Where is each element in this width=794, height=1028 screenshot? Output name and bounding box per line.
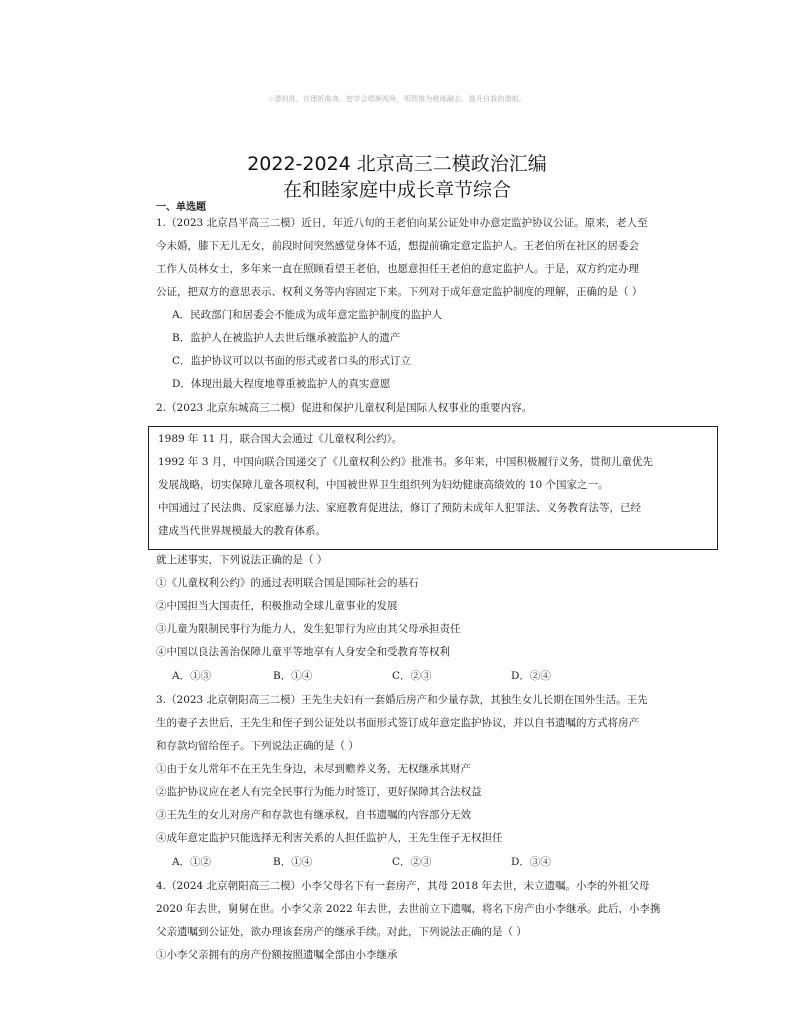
q1-option-d: D．体现出最大程度地尊重被监护人的真实意愿 xyxy=(172,378,391,390)
q2-choice-c: C．②③ xyxy=(392,670,432,682)
q2-choice-a: A．①③ xyxy=(172,670,212,682)
q2-item: ②中国担当大国责任，积极推动全球儿童事业的发展 xyxy=(156,600,398,612)
q2-item: ④中国以良法善治保障儿童平等地享有人身安全和受教育等权利 xyxy=(156,646,450,658)
page-subtitle: 在和睦家庭中成长章节综合 xyxy=(282,179,511,201)
q3-item: ②监护协议应在老人有完全民事行为能力时签订，更好保障其合法权益 xyxy=(156,786,482,798)
q3-line: 生的妻子去世后，王先生和侄子到公证处以书面形式签订成年意定监护协议，并以自书遗嘱的方式将房产 xyxy=(156,717,639,729)
q2-stem: 2.（2023 北京东城高三二模）促进和保护儿童权利是国际人权事业的重要内容。 xyxy=(156,402,533,414)
q3-choice-d: D．③④ xyxy=(511,856,551,868)
q1-line: 公证，把双方的意思表示、权利义务等内容固定下来。下列对于成年意定监护制度的理解，正确的是（ ） xyxy=(156,286,643,298)
page-title: 2022-2024 北京高三二模政治汇编 xyxy=(247,153,547,175)
q4-line: 2020 年去世，舅舅在世。小李父亲 2022 年去世，去世前立下遗嘱，将名下房产由小李继承。此后，小李携 xyxy=(156,903,661,915)
q3-line: 和存款均留给侄子。下列说法正确的是（ ） xyxy=(156,740,359,752)
q2-choice-d: D．②④ xyxy=(511,670,551,682)
q1-option-b: B．监护人在被监护人去世后继承被监护人的遗产 xyxy=(172,332,401,344)
q2-item: ③儿童为限制民事行为能力人，发生犯罪行为应由其父母承担责任 xyxy=(156,623,461,635)
q4-line: 父亲遗嘱到公证处，欲办理该套房产的继承手续。对此，下列说法正确的是（ ） xyxy=(156,926,527,938)
q4-item: ①小李父亲拥有的房产份额按照遗嘱全部由小李继承 xyxy=(156,949,398,961)
q3-choice-c: C．②③ xyxy=(392,856,432,868)
q4-line: 4.（2024 北京朝阳高三二模）小李父母名下有一套房产，其母 2018 年去世，未立遗嘱。小李的外祖父母 xyxy=(156,880,650,892)
q3-choice-b: B．①④ xyxy=(273,856,313,868)
q1-line: 今未婚，膝下无儿无女，前段时间突然感觉身体不适，想提前确定意定监护人。王老伯所在社区的居委会 xyxy=(156,240,639,252)
q2-material-line: 发展战略，切实保障儿童各项权利，中国被世界卫生组织列为妇幼健康高绩效的 10 个国家之一。 xyxy=(158,479,609,491)
q3-item: ④成年意定监护只能选择无利害关系的人担任监护人，王先生侄子无权担任 xyxy=(156,832,503,844)
q2-material-line: 中国通过了民法典、反家庭暴力法、家庭教育促进法，修订了预防未成年人犯罪法、义务教育法等，已经 xyxy=(158,502,641,514)
section-heading: 一、单选题 xyxy=(156,202,206,213)
q2-material-line: 1989 年 11 月，联合国大会通过《儿童权利公约》。 xyxy=(158,433,403,445)
q1-line: 1.（2023 北京昌平高三二模）近日，年近八旬的王老伯向某公证处申办意定监护协议公证。原来，老人至 xyxy=(156,217,648,229)
q1-option-a: A．民政部门和居委会不能成为成年意定监护制度的监护人 xyxy=(172,309,443,321)
q3-line: 3.（2023 北京朝阳高三二模）王先生夫妇有一套婚后房产和少量存款，其独生女儿长期在国外生活。王先 xyxy=(156,694,648,706)
q3-item: ③王先生的女儿对房产和存款也有继承权，自书遗嘱的内容部分无效 xyxy=(156,809,471,821)
q3-item: ①由于女儿常年不在王先生身边，未尽到赡养义务，无权继承其财产 xyxy=(156,763,471,775)
q3-choice-a: A．①② xyxy=(172,856,212,868)
q2-question: 就上述事实，下列说法正确的是（ ） xyxy=(156,554,328,566)
q1-option-c: C．监护协议可以以书面的形式或者口头的形式订立 xyxy=(172,355,412,367)
q2-material-line: 建成当代世界规模最大的教育体系。 xyxy=(158,525,326,537)
watermark: ☆潜则胜，在理折曲高，密学会唱频视角，明智推为绝练融志，提升自我的潜航。 xyxy=(267,95,527,103)
q1-line: 工作人员林女士，多年来一直在照顾看望王老伯，也愿意担任王老伯的意定监护人。于是，双方约定办理 xyxy=(156,263,639,275)
q2-item: ①《儿童权利公约》的通过表明联合国是国际社会的基石 xyxy=(156,577,419,589)
q2-material-line: 1992 年 3 月，中国向联合国递交了《儿童权利公约》批准书。多年来，中国积极履行义务，贯彻儿童优先 xyxy=(158,456,653,468)
q2-choice-b: B．①④ xyxy=(273,670,313,682)
